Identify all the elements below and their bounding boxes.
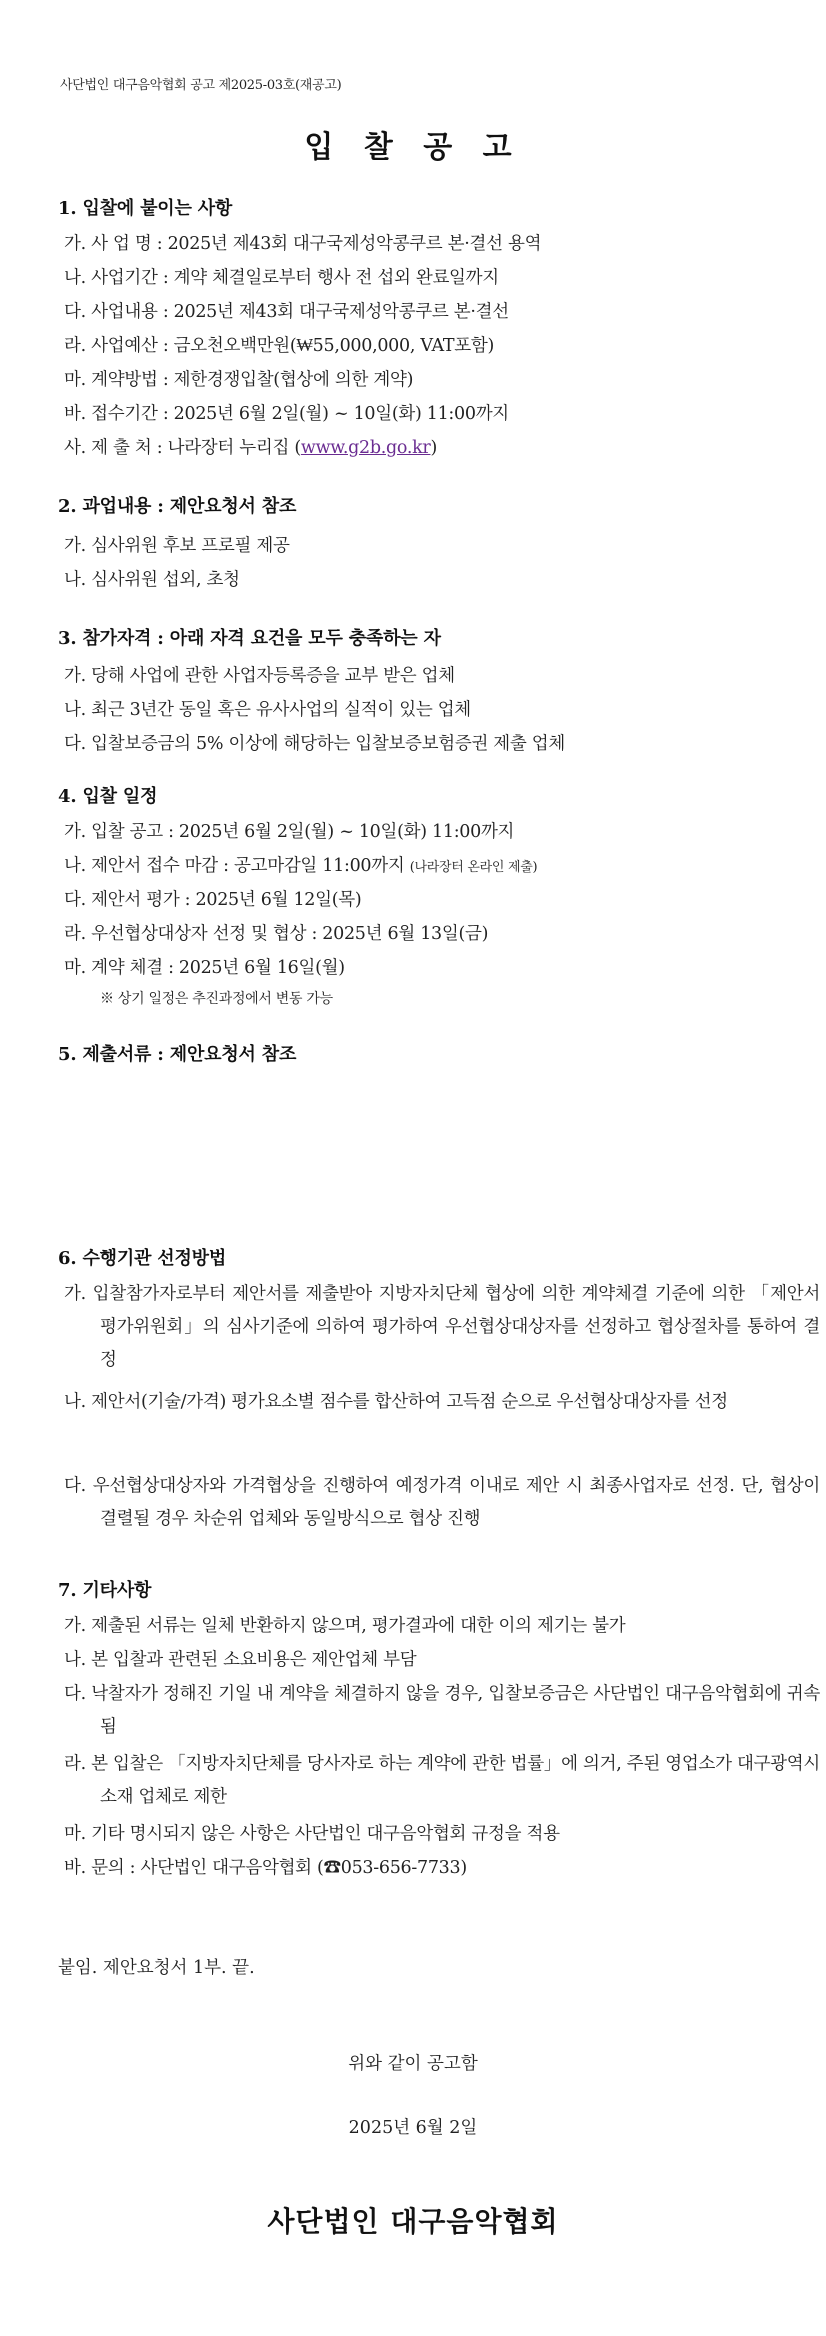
organization-name: 사단법인 대구음악협회 [267,2205,559,2238]
closing-statement: 위와 같이 공고함 [348,2054,478,2074]
section4-item: 라. 우선협상대상자 선정 및 협상 : 2025년 6월 13일(금) [64,924,489,944]
g2b-link[interactable]: www.g2b.go.kr [300,438,431,458]
section4-item2-text: 나. 제안서 접수 마감 : 공고마감일 11:00까지 [64,856,405,876]
schedule-note: ※ 상기 일정은 추진과정에서 변동 가능 [100,991,333,1007]
section3-item: 나. 최근 3년간 동일 혹은 유사사업의 실적이 있는 업체 [64,700,471,720]
section6-item: 다. 우선협상대상자와 가격협상을 진행하여 예정가격 이내로 제안 시 최종사업자로 선정. 단, 협상이 결렬될 경우 차순위 업체와 동일방식으로 협상 진행 [64,1476,820,1529]
section2-heading: 2. 과업내용 : 제안요청서 참조 [58,496,297,517]
section4-heading: 4. 입찰 일정 [58,786,158,807]
announcement-date: 2025년 6월 2일 [348,2118,478,2138]
section3-heading: 3. 참가자격 : 아래 자격 요건을 모두 충족하는 자 [58,628,441,649]
section7-heading: 7. 기타사항 [58,1580,152,1601]
section1-item: 다. 사업내용 : 2025년 제43회 대구국제성악콩쿠르 본·결선 [64,302,509,322]
section3-item: 가. 당해 사업에 관한 사업자등록증을 교부 받은 업체 [64,666,455,686]
submit-suffix: ) [430,438,438,458]
section7-item: 바. 문의 : 사단법인 대구음악협회 (☎053-656-7733) [64,1858,467,1878]
section6-item: 가. 입찰참가자로부터 제안서를 제출받아 지방자치단체 협상에 의한 계약체결 기준에 의한 「제안서 평가위원회」의 심사기준에 의하여 평가하여 우선협상대상자를 선정하고 협상절차를 통하여 결정 [64,1284,820,1370]
section1-item: 마. 계약방법 : 제한경쟁입찰(협상에 의한 계약) [64,370,414,390]
section7-item: 라. 본 입찰은 「지방자치단체를 당사자로 하는 계약에 관한 법률」에 의거, 주된 영업소가 대구광역시 소재 업체로 제한 [64,1754,820,1807]
section2-item: 가. 심사위원 후보 프로필 제공 [64,536,290,556]
section4-item2-note: (나라장터 온라인 제출) [409,860,538,875]
section7-item: 나. 본 입찰과 관련된 소요비용은 제안업체 부담 [64,1650,417,1670]
section7-item: 다. 낙찰자가 정해진 기일 내 계약을 체결하지 않을 경우, 입찰보증금은 사단법인 대구음악협회에 귀속됨 [64,1684,820,1737]
section4-item: 다. 제안서 평가 : 2025년 6월 12일(목) [64,890,362,910]
section1-item: 나. 사업기간 : 계약 체결일로부터 행사 전 섭외 완료일까지 [64,268,499,288]
section6-item: 나. 제안서(기술/가격) 평가요소별 점수를 합산하여 고득점 순으로 우선협상대상자를 선정 [64,1392,728,1412]
section1-item: 바. 접수기간 : 2025년 6월 2일(월) ~ 10일(화) 11:00까지 [64,404,509,424]
section1-item-submit [64,434,786,459]
attachment-line: 붙임. 제안요청서 1부. 끝. [58,1958,255,1978]
section1-item: 라. 사업예산 : 금오천오백만원(₩55,000,000, VAT포함) [64,336,495,356]
section5-heading: 5. 제출서류 : 제안요청서 참조 [58,1044,297,1065]
section2-item: 나. 심사위원 섭외, 초청 [64,570,240,590]
section1-item: 가. 사 업 명 : 2025년 제43회 대구국제성악콩쿠르 본·결선 용역 [64,234,542,254]
notice-number: 사단법인 대구음악협회 공고 제2025-03호(재공고) [60,78,342,93]
section4-item: 가. 입찰 공고 : 2025년 6월 2일(월) ~ 10일(화) 11:00까지 [64,822,515,842]
section1-heading: 1. 입찰에 붙이는 사항 [58,198,233,219]
section4-item [64,852,786,877]
page-title: 입 찰 공 고 [304,130,522,165]
section4-item: 마. 계약 체결 : 2025년 6월 16일(월) [64,958,345,978]
submit-prefix: 사. 제 출 처 : 나라장터 누리집 ( [64,438,301,458]
section7-item: 마. 기타 명시되지 않은 사항은 사단법인 대구음악협회 규정을 적용 [64,1824,560,1844]
section7-item: 가. 제출된 서류는 일체 반환하지 않으며, 평가결과에 대한 이의 제기는 불가 [64,1616,626,1636]
section6-heading: 6. 수행기관 선정방법 [58,1248,227,1269]
section3-item: 다. 입찰보증금의 5% 이상에 해당하는 입찰보증보험증권 제출 업체 [64,734,565,754]
